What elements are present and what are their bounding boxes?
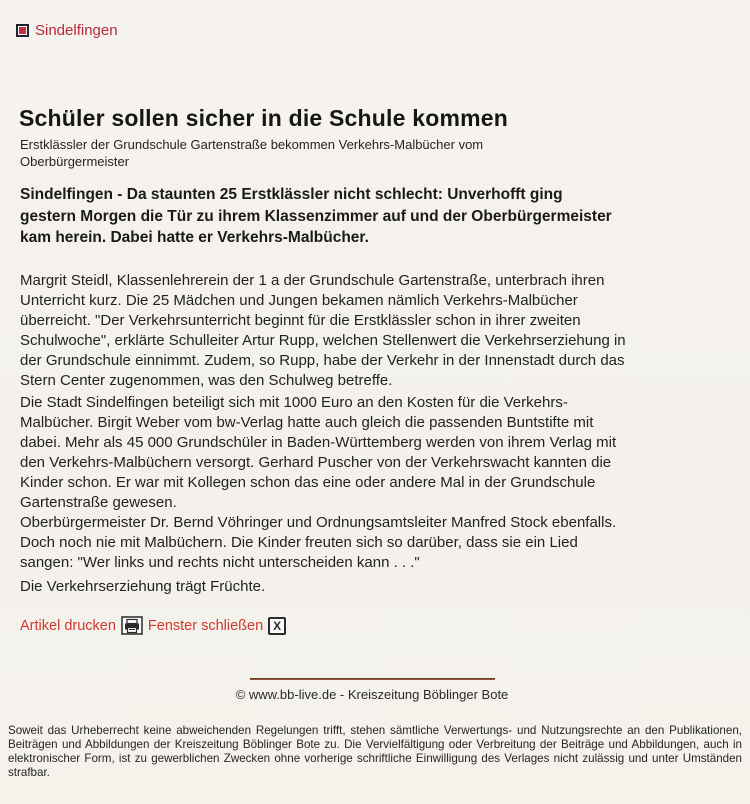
- red-square-marker-icon: [16, 24, 29, 37]
- copyright-line: © www.bb-live.de - Kreiszeitung Böblinger Bote: [235, 687, 509, 702]
- article-paragraph: Die Stadt Sindelfingen beteiligt sich mit 1000 Euro an den Kosten für die Verkehrs-Malbücher. Birgit Weber vom bw-Verlag hatte auch gleich die passenden Buntstifte mit dabei. Mehr als 45 000 Grundschüler in Baden-Württemberg werden von ihrem Verlag mit den Verkehrs-Malbüchern versorgt. Gerhard Puscher von der Verkehrswacht kannten die Kinder schon. Er war mit Kollegen schon das eine oder andere Mal in der Grundschule Gartenstraße gewesen.: [20, 394, 617, 511]
- printer-icon[interactable]: [121, 616, 143, 635]
- article-lead: Sindelfingen - Da staunten 25 Erstklässler nicht schlecht: Unverhofft ging gestern Morgen die Tür zu ihrem Klassenzimmer auf und der Oberbürgermeister kam herein. Dabei hatte er Verkehrs-Malbücher.: [20, 186, 612, 246]
- region-header: [16, 22, 118, 39]
- close-window-icon[interactable]: X: [268, 617, 286, 635]
- article-title: Schüler sollen sicher in die Schule kommen: [19, 105, 508, 132]
- article-paragraph: Oberbürgermeister Dr. Bernd Vöhringer und Ordnungsamtsleiter Manfred Stock ebenfalls. Doch noch nie mit Malbüchern. Die Kinder freuten sich so darüber, dass sie ein Lied sangen: "Wer links und rechts nicht unterscheiden kann . . .": [20, 514, 617, 571]
- close-window-link[interactable]: Fenster schließen: [147, 617, 264, 634]
- article-actions: [20, 616, 286, 635]
- print-article-link[interactable]: Artikel drucken: [20, 617, 116, 634]
- legal-notice: Soweit das Urheberrecht keine abweichenden Regelungen trifft, stehen sämtliche Verwertungs- und Nutzungsrechte an den Publikationen, Beiträgen und Abbildungen der Kreiszeitung Böblinger Bote zu. Die Vervielfältigung oder Verbreitung der Beiträge und Abbildungen, auch in elektronischer Form, ist zu gewerblichen Zwecken ohne vorherige schriftliche Einwilligung des Verlages nicht zulässig und unter Umständen strafbar.: [8, 724, 742, 779]
- region-label: Sindelfingen: [35, 22, 118, 39]
- article-subtitle: Erstklässler der Grundschule Gartenstraße bekommen Verkehrs-Malbücher vom Oberbürgermeister: [20, 137, 484, 169]
- article-paragraph: Die Verkehrserziehung trägt Früchte.: [20, 578, 266, 595]
- footer-divider: [250, 678, 495, 680]
- article-paragraph: Margrit Steidl, Klassenlehrerein der 1 a der Grundschule Gartenstraße, unterbrach ihren Unterricht kurz. Die 25 Mädchen und Jungen bekamen nämlich Verkehrs-Malbücher überreicht. "Der Verkehrsunterricht beginnt für die Erstklässler schon in ihrer zweiten Schulwoche", erklärte Schulleiter Artur Rupp, welchen Stellenwert die Verkehrserziehung in der Grundschule einnimmt. Zudem, so Rupp, habe der Verkehr in der Innenstadt durch das Stern Center zugenommen, was den Schulweg betreffe.: [20, 272, 626, 389]
